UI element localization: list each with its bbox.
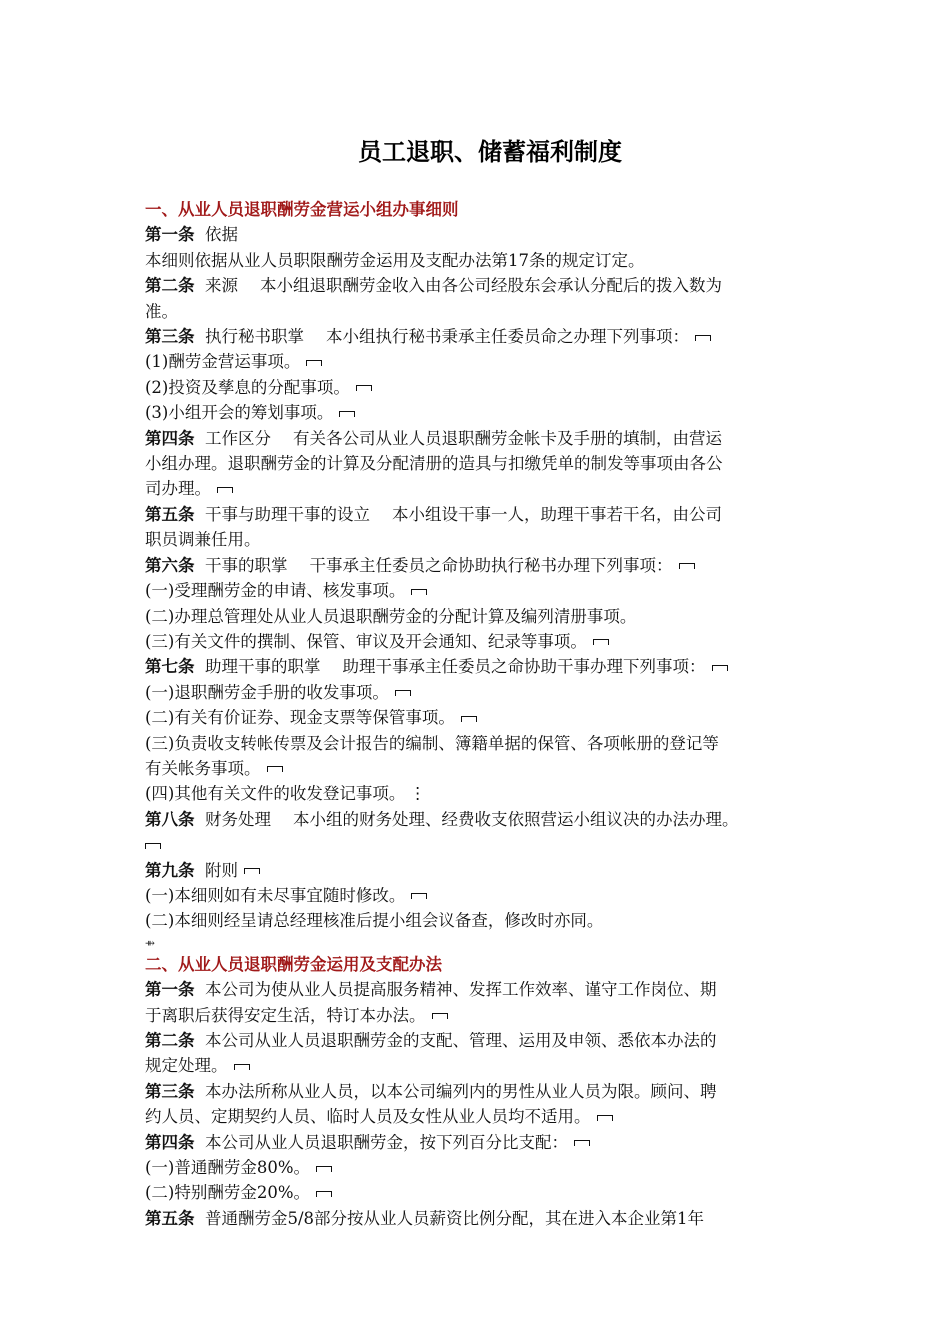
article-label: 第三条	[145, 1081, 195, 1101]
section-heading-2: 二、从业人员退职酬劳金运用及支配办法	[145, 954, 442, 974]
article-2	[145, 1028, 835, 1053]
vertical-ellipsis-icon: ⋮	[409, 784, 426, 804]
article-9	[145, 858, 835, 883]
paragraph-mark-icon	[244, 868, 260, 874]
article-title: 财务处理	[205, 809, 271, 829]
list-item: (三)负责收支转帐传票及会计报告的编制、簿籍单据的保管、各项帐册的登记等	[145, 733, 719, 753]
list-item	[145, 883, 835, 908]
article-label: 第四条	[145, 1132, 195, 1152]
article-1-body: 本细则依据从业人员职限酬劳金运用及支配办法第17条的规定订定。	[145, 250, 645, 270]
section-end-mark-icon: ⇻	[145, 935, 156, 950]
article-title: 干事与助理干事的设立	[205, 504, 370, 524]
article-8	[145, 807, 835, 832]
article-title: 附则	[205, 860, 238, 880]
list-item-text: (二)特别酬劳金20%。	[145, 1183, 311, 1203]
article-body: 本办法所称从业人员，以本公司编列内的男性从业人员为限。顾问、聘	[205, 1081, 717, 1101]
article-label: 第一条	[145, 980, 195, 1000]
paragraph-mark-icon	[432, 1013, 448, 1019]
list-item-text: (二)有关有价证券、现金支票等保管事项。	[145, 708, 455, 728]
article-body: 规定处理。	[145, 1056, 228, 1076]
paragraph-mark-icon	[597, 1115, 613, 1121]
article-label: 第四条	[145, 428, 195, 448]
article-body: 本小组设干事一人，助理干事若干名，由公司	[392, 504, 722, 524]
article-4-body-cont: 小组办理。退职酬劳金的计算及分配清册的造具与扣缴凭单的制发等事项由各公	[145, 454, 723, 474]
list-item	[145, 578, 835, 603]
article-body: 本公司为使从业人员提高服务精神、发挥工作效率、谨守工作岗位、期	[205, 980, 717, 1000]
article-body: 干事承主任委员之命协助执行秘书办理下列事项：	[309, 555, 673, 575]
article-body: 司办理。	[145, 479, 211, 499]
paragraph-mark-icon	[356, 385, 372, 391]
paragraph-mark-icon	[339, 411, 355, 417]
list-item: (二)办理总管理处从业人员退职酬劳金的分配计算及编列清册事项。	[145, 606, 637, 626]
article-7	[145, 654, 835, 679]
paragraph-mark-icon	[574, 1140, 590, 1146]
article-4-body-end	[145, 476, 835, 501]
article-label: 第七条	[145, 657, 195, 677]
document-page	[145, 132, 835, 1231]
article-body: 本小组退职酬劳金收入由各公司经股东会承认分配后的拨入数为	[260, 276, 722, 296]
article-3	[145, 1079, 835, 1104]
article-2-body-cont	[145, 1053, 835, 1078]
article-4	[145, 426, 835, 451]
article-label: 第九条	[145, 860, 195, 880]
paragraph-mark-line	[145, 832, 835, 857]
list-item	[145, 705, 835, 730]
list-item-text: (1)酬劳金营运事项。	[145, 352, 301, 372]
paragraph-mark-icon	[411, 893, 427, 899]
list-item	[145, 375, 835, 400]
list-item-text: (一)本细则如有未尽事宜随时修改。	[145, 885, 406, 905]
list-item	[145, 1155, 835, 1180]
paragraph-mark-icon	[306, 360, 322, 366]
list-item-cont	[145, 756, 835, 781]
paragraph-mark-icon	[316, 1166, 332, 1172]
list-item	[145, 680, 835, 705]
paragraph-mark-icon	[316, 1191, 332, 1197]
paragraph-mark-icon	[411, 589, 427, 595]
article-title: 来源	[205, 276, 238, 296]
article-title: 工作区分	[205, 428, 271, 448]
list-item	[145, 781, 835, 806]
paragraph-mark-icon	[461, 716, 477, 722]
article-1	[145, 977, 835, 1002]
list-item-text: 有关帐务事项。	[145, 758, 261, 778]
paragraph-mark-icon	[712, 665, 728, 671]
paragraph-mark-icon	[234, 1064, 250, 1070]
article-body: 本公司从业人员退职酬劳金，按下列百分比支配：	[205, 1132, 568, 1152]
article-label: 第三条	[145, 327, 195, 347]
list-item-text: (三)有关文件的撰制、保管、审议及开会通知、纪录等事项。	[145, 631, 587, 651]
article-5	[145, 1206, 835, 1231]
list-item	[145, 400, 835, 425]
list-item	[145, 1180, 835, 1205]
paragraph-mark-icon	[695, 335, 711, 341]
article-label: 第八条	[145, 809, 195, 829]
list-item-text: (四)其他有关文件的收发登记事项。	[145, 784, 406, 804]
article-label: 第二条	[145, 1031, 195, 1050]
list-item	[145, 349, 835, 374]
paragraph-mark-icon	[217, 487, 233, 493]
article-label: 第二条	[145, 276, 195, 296]
article-label: 第五条	[145, 504, 195, 524]
article-label: 第五条	[145, 1208, 195, 1228]
article-body: 普通酬劳金5/8部分按从业人员薪资比例分配，其在进入本企业第1年	[205, 1208, 705, 1228]
article-body: 约人员、定期契约人员、临时人员及女性从业人员均不适用。	[145, 1107, 591, 1127]
article-6	[145, 553, 835, 578]
list-item	[145, 629, 835, 654]
paragraph-mark-icon	[679, 563, 695, 569]
article-body: 本公司从业人员退职酬劳金的支配、管理、运用及申领、悉依本办法的	[205, 1031, 717, 1050]
article-2	[145, 273, 835, 298]
paragraph-mark-icon	[395, 690, 411, 696]
article-3	[145, 324, 835, 349]
article-label: 第六条	[145, 555, 195, 575]
article-body: 有关各公司从业人员退职酬劳金帐卡及手册的填制，由营运	[293, 428, 722, 448]
article-1	[145, 222, 835, 247]
section-heading-1: 一、从业人员退职酬劳金营运小组办事细则	[145, 200, 459, 219]
list-item-text: (一)受理酬劳金的申请、核发事项。	[145, 581, 406, 601]
article-title: 依据	[205, 225, 238, 245]
article-3-body-cont	[145, 1104, 835, 1129]
paragraph-mark-icon	[145, 843, 161, 849]
article-5	[145, 502, 835, 527]
article-4	[145, 1130, 835, 1155]
article-body: 助理干事承主任委员之命协助干事办理下列事项：	[342, 657, 706, 677]
article-5-body-cont: 职员调兼任用。	[145, 530, 261, 550]
article-title: 助理干事的职掌	[205, 657, 321, 677]
list-item-text: (一)普通酬劳金80%。	[145, 1158, 311, 1178]
article-body: 本小组执行秘书秉承主任委员命之办理下列事项：	[326, 327, 689, 347]
list-item-text: (3)小组开会的筹划事项。	[145, 403, 334, 423]
article-title: 执行秘书职掌	[205, 327, 304, 347]
article-2-body-cont: 准。	[145, 301, 178, 321]
document-title: 员工退职、储蓄福利制度	[358, 138, 622, 166]
list-item-text: (一)退职酬劳金手册的收发事项。	[145, 682, 389, 702]
list-item: (二)本细则经呈请总经理核准后提小组会议备查，修改时亦同。	[145, 911, 604, 931]
article-label: 第一条	[145, 225, 195, 245]
list-item-text: (2)投资及孳息的分配事项。	[145, 377, 350, 397]
paragraph-mark-icon	[267, 766, 283, 772]
article-body: 本小组的财务处理、经费收支依照营运小组议决的办法办理。	[293, 809, 739, 829]
article-1-body-cont	[145, 1003, 835, 1028]
paragraph-mark-icon	[593, 639, 609, 645]
article-title: 干事的职掌	[205, 555, 288, 575]
article-body: 于离职后获得安定生活，特订本办法。	[145, 1005, 426, 1025]
